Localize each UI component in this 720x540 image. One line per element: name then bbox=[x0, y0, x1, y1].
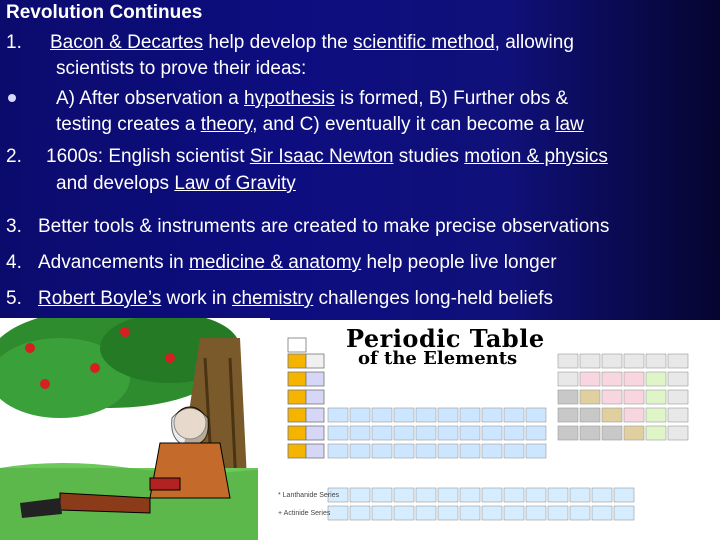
item-5-seg-1: work in bbox=[161, 288, 232, 309]
item-number-5: 5. bbox=[6, 288, 22, 309]
item-4-line bbox=[38, 252, 557, 274]
item-2-cont-1: Law of Gravity bbox=[174, 173, 296, 194]
item-5-seg-2: chemistry bbox=[231, 288, 314, 309]
bullet-icon bbox=[8, 94, 16, 102]
sub2-seg-1: theory bbox=[200, 114, 253, 135]
periodic-table-subtitle: of the Elements bbox=[358, 348, 518, 369]
sub-seg-1: hypothesis bbox=[244, 88, 335, 109]
item-number-4: 4. bbox=[6, 252, 22, 273]
sub-item-line-2 bbox=[56, 114, 584, 136]
item-1-seg-2: scientific method bbox=[353, 32, 495, 53]
item-5-seg-3: challenges long-held beliefs bbox=[313, 288, 554, 309]
newton-tree-illustration bbox=[0, 318, 270, 540]
slide-title: Revolution Continues bbox=[6, 2, 203, 23]
item-number-2: 2. bbox=[6, 146, 22, 167]
item-1-seg-1: help develop the bbox=[203, 32, 354, 53]
item-2-line-1 bbox=[46, 146, 608, 168]
item-5-line bbox=[38, 288, 553, 310]
item-3-line: Better tools & instruments are created to make precise observations bbox=[38, 216, 610, 237]
item-number-3: 3. bbox=[6, 216, 22, 237]
periodic-table-illustration bbox=[258, 320, 720, 540]
item-number-1: 1. bbox=[6, 32, 22, 53]
sub2-seg-3: law bbox=[555, 114, 584, 135]
item-1-seg-0: Bacon & Decartes bbox=[50, 32, 204, 53]
item-5-seg-0: Robert Boyle’s bbox=[38, 288, 162, 309]
item-1-seg-3: , allowing bbox=[494, 32, 574, 53]
item-1-line-1 bbox=[50, 32, 574, 54]
item-4-seg-2: help people live longer bbox=[361, 252, 557, 273]
lanthanide-label: * Lanthanide Series bbox=[278, 492, 340, 499]
item-4-seg-1: medicine & anatomy bbox=[189, 252, 362, 273]
sub-seg-0: A) After observation a bbox=[56, 88, 244, 109]
item-2-cont-0: and develops bbox=[56, 173, 175, 194]
item-2-seg-2: studies bbox=[393, 146, 465, 167]
item-2-line-2 bbox=[56, 173, 296, 195]
periodic-table-grid bbox=[258, 320, 720, 540]
item-2-seg-3: motion & physics bbox=[464, 146, 608, 167]
newton-tree-drawing bbox=[0, 318, 270, 540]
item-4-seg-0: Advancements in bbox=[38, 252, 190, 273]
item-2-seg-0: 1600s: English scientist bbox=[46, 146, 250, 167]
sub2-seg-2: , and C) eventually it can become a bbox=[252, 114, 556, 135]
periodic-table-title: Periodic Table bbox=[346, 324, 545, 353]
sub2-seg-0: testing creates a bbox=[56, 114, 201, 135]
sub-item-line-1 bbox=[56, 88, 568, 110]
actinide-label: + Actinide Series bbox=[278, 510, 331, 517]
item-1-line-2: scientists to prove their ideas: bbox=[56, 58, 307, 79]
item-2-seg-1: Sir Isaac Newton bbox=[249, 146, 394, 167]
sub-seg-2: is formed, B) Further obs & bbox=[334, 88, 569, 109]
